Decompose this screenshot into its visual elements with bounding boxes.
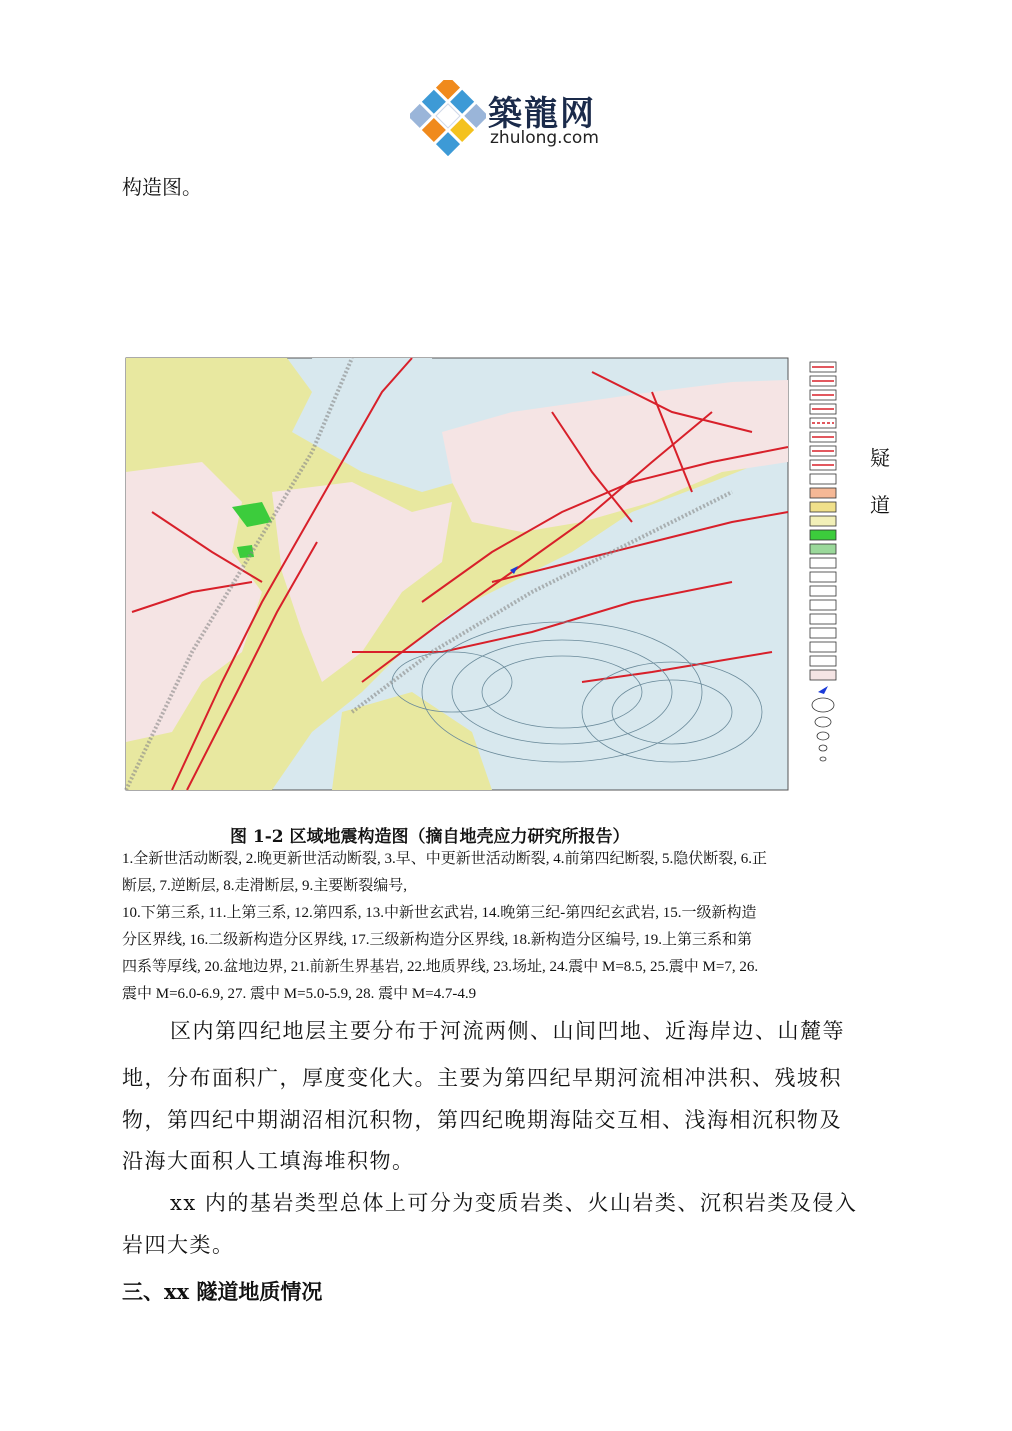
legend-line: 分区界线, 16.二级新构造分区界线, 17.三级新构造分区界线, 18.新构造分区编号, 19.上第三系和第	[122, 932, 753, 948]
paragraph-line: 区内第四纪地层主要分布于河流两侧、山间凹地、近海岸边、山麓等	[170, 1019, 845, 1043]
legend-line: 1.全新世活动断裂, 2.晚更新世活动断裂, 3.早、中更新世活动断裂, 4.前第四纪断裂, 5.隐伏断裂, 6.正	[122, 851, 768, 867]
section-heading: 三、xx 隧道地质情况	[122, 1279, 323, 1304]
legend-line: 10.下第三系, 11.上第三系, 12.第四系, 13.中新世玄武岩, 14.晚第三纪-第四纪玄武岩, 15.一级新构造	[122, 905, 757, 921]
map-legend	[808, 360, 848, 780]
paragraph-line: 物，第四纪中期湖沼相沉积物，第四纪晚期海陆交互相、浅海相沉积物及	[122, 1108, 842, 1132]
map-legend-symbols	[808, 360, 848, 780]
zhulong-logo-icon	[410, 80, 486, 156]
paragraph-line: xx 内的基岩类型总体上可分为变质岩类、火山岩类、沉积岩类及侵入	[170, 1191, 858, 1215]
seismotectonic-map	[112, 352, 802, 797]
seismotectonic-map-image	[112, 352, 802, 797]
side-char-1: 疑	[870, 446, 890, 470]
zhulong-logo	[410, 80, 620, 160]
paragraph-line: 沿海大面积人工填海堆积物。	[122, 1149, 415, 1173]
paragraph-line: 地，分布面积广，厚度变化大。主要为第四纪早期河流相冲洪积、残坡积	[122, 1066, 842, 1090]
legend-line: 震中 M=6.0-6.9, 27. 震中 M=5.0-5.9, 28. 震中 M=4.7-4.9	[122, 986, 477, 1002]
logo-name: 築龍网	[488, 94, 596, 134]
logo-domain: zhulong.com	[490, 128, 599, 148]
figure-caption: 图 1-2 区域地震构造图（摘自地壳应力研究所报告）	[230, 827, 630, 847]
legend-line: 断层, 7.逆断层, 8.走滑断层, 9.主要断裂编号,	[122, 878, 408, 894]
paragraph-line: 岩四大类。	[122, 1233, 235, 1257]
intro-tail-text: 构造图。	[122, 175, 202, 199]
side-char-2: 道	[870, 493, 890, 517]
legend-line: 四系等厚线, 20.盆地边界, 21.前新生界基岩, 22.地质界线, 23.场址, 24.震中 M=8.5, 25.震中 M=7, 26.	[122, 959, 759, 975]
